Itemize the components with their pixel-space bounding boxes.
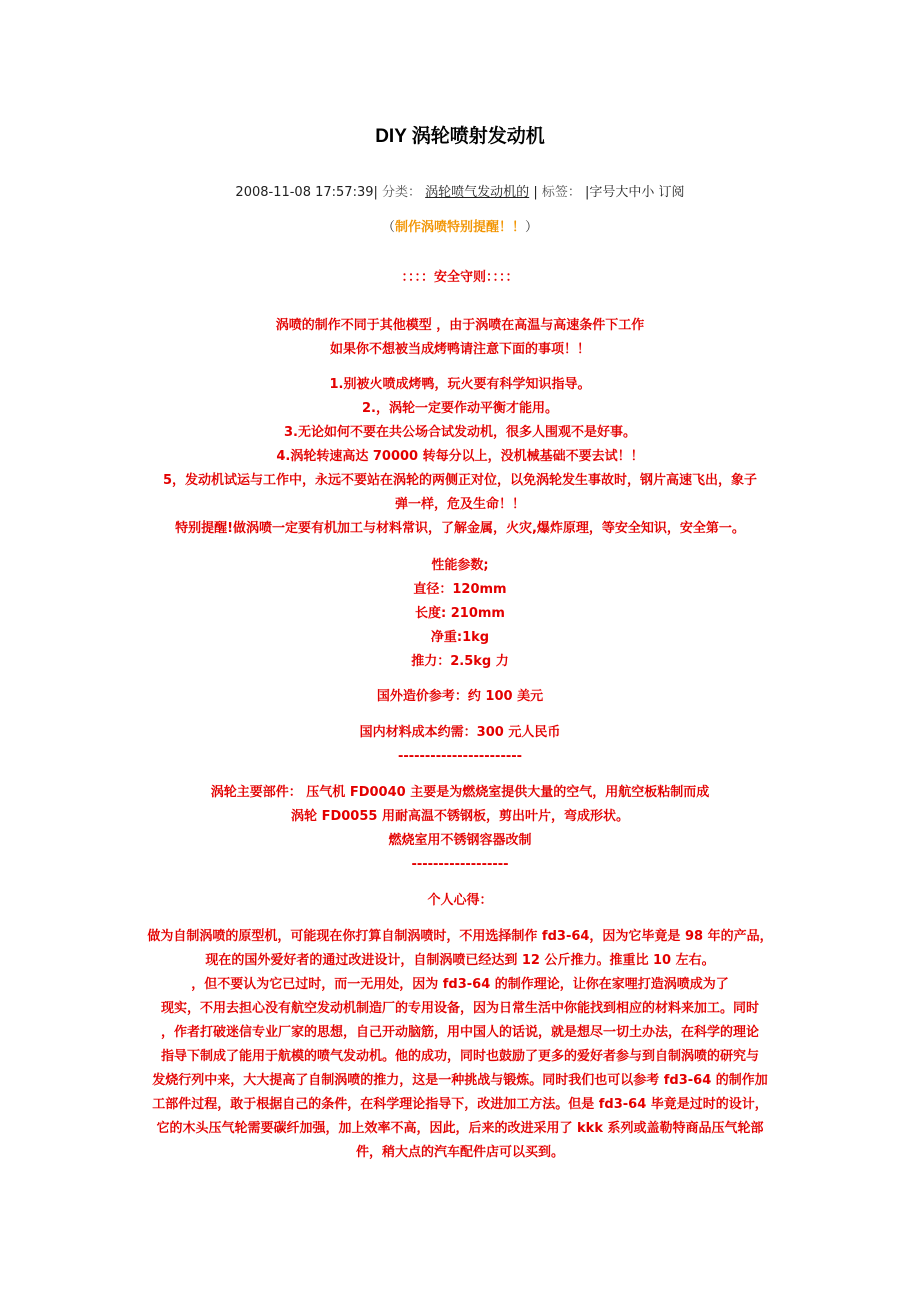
intro-line: 涡喷的制作不同于其他模型 ，由于涡喷在高温与高速条件下工作	[275, 318, 645, 333]
meta-separator: |	[533, 185, 538, 200]
parts-line: 燃烧室用不锈钢容器改制	[388, 833, 532, 848]
experience-line: 现在的国外爱好者的通过改进设计，自制涡喷已经达到 12 公斤推力。推重比 10 左右。	[205, 953, 715, 968]
price-domestic: 国内材料成本约需：300 元人民币	[359, 725, 561, 740]
font-size-control[interactable]: |字号大中小	[585, 185, 655, 200]
spec-item: 推力：2.5kg 力	[411, 654, 509, 669]
specs-heading: 性能参数;	[431, 558, 489, 573]
notice	[138, 217, 782, 239]
rule-item: 特别提醒!做涡喷一定要有机加工与材料常识，了解金属，火灾,爆炸原理，等安全知识，安全第一。	[175, 521, 745, 536]
rule-item: 3.无论如何不要在共公场合试发动机，很多人围观不是好事。	[284, 425, 636, 440]
experience-line: 件，稍大点的汽车配件店可以买到。	[355, 1145, 564, 1160]
experience-line: 做为自制涡喷的原型机，可能现在你打算自制涡喷时，不用选择制作 fd3-64，因为它毕竟是 98 年的产品，	[147, 929, 773, 944]
category-link[interactable]: 涡轮喷气发动机的	[425, 185, 530, 200]
rule-item: 1.别被火喷成烤鸭，玩火要有科学知识指导。	[329, 377, 591, 392]
post-datetime: 2008-11-08 17:57:39|	[235, 185, 378, 200]
notice-text: 制作涡喷特别提醒！！	[394, 220, 525, 235]
notice-open-paren: （	[381, 220, 395, 235]
rule-item: 弹一样，危及生命！！	[394, 497, 525, 512]
divider: ------------------	[411, 857, 509, 872]
category-label: 分类：	[382, 185, 422, 200]
rule-item: 2.，涡轮一定要作动平衡才能用。	[362, 401, 558, 416]
experience-line: ，作者打破迷信专业厂家的思想，自己开动脑筋，用中国人的话说，就是想尽一切土办法，在科学的理论	[160, 1025, 759, 1040]
spec-item: 直径：120mm	[413, 582, 507, 597]
experience-line: 工部件过程，敢于根据自己的条件，在科学理论指导下，改进加工方法。但是 fd3-64 毕竟是过时的设计，	[152, 1097, 768, 1112]
experience-heading: 个人心得：	[427, 893, 493, 908]
notice-close-paren: ）	[525, 220, 539, 235]
article-meta	[138, 183, 782, 203]
rule-item: 4.涡轮转速高达 70000 转每分以上，没机械基础不要去试！！	[276, 449, 644, 464]
experience-line: 它的木头压气轮需要碳纤加强，加上效率不高，因此，后来的改进采用了 kkk 系列或盖勒特商品压气轮部	[156, 1121, 764, 1136]
divider: -----------------------	[397, 749, 523, 764]
spec-item: 长度: 210mm	[415, 606, 505, 621]
subscribe-link[interactable]: 订阅	[658, 185, 685, 200]
spec-item: 净重:1kg	[430, 630, 490, 645]
price-foreign: 国外造价参考：约 100 美元	[376, 689, 544, 704]
parts-line: 涡轮主要部件： 压气机 FD0040 主要是为燃烧室提供大量的空气，用航空板粘制而成	[210, 785, 710, 800]
experience-line: 指导下制成了能用于航模的喷气发动机。他的成功，同时也鼓励了更多的爱好者参与到自制涡喷的研究与	[160, 1049, 759, 1064]
intro-line: 如果你不想被当成烤鸭请注意下面的事项！！	[329, 342, 590, 357]
experience-line: 发烧行列中来，大大提高了自制涡喷的推力，这是一种挑战与锻炼。同时我们也可以参考 fd3-64 的制作加	[152, 1073, 768, 1088]
experience-line: ，但不要认为它已过时，而一无用处，因为 fd3-64 的制作理论，让你在家哩打造涡喷成为了	[191, 977, 729, 992]
rule-item: 5，发动机试运与工作中，永远不要站在涡轮的两侧正对位，以免涡轮发生事故时，钢片高速飞出，象子	[162, 473, 758, 488]
parts-line: 涡轮 FD0055 用耐高温不锈钢板，剪出叶片，弯成形状。	[291, 809, 629, 824]
safety-heading: ：：：：安全守则：：：：	[401, 270, 519, 285]
experience-line: 现实，不用去担心没有航空发动机制造厂的专用设备，因为日常生活中你能找到相应的材料来加工。同时	[160, 1001, 759, 1016]
tags-label: 标签：	[541, 185, 581, 200]
page-title: DIY 涡轮喷射发动机	[375, 126, 545, 147]
